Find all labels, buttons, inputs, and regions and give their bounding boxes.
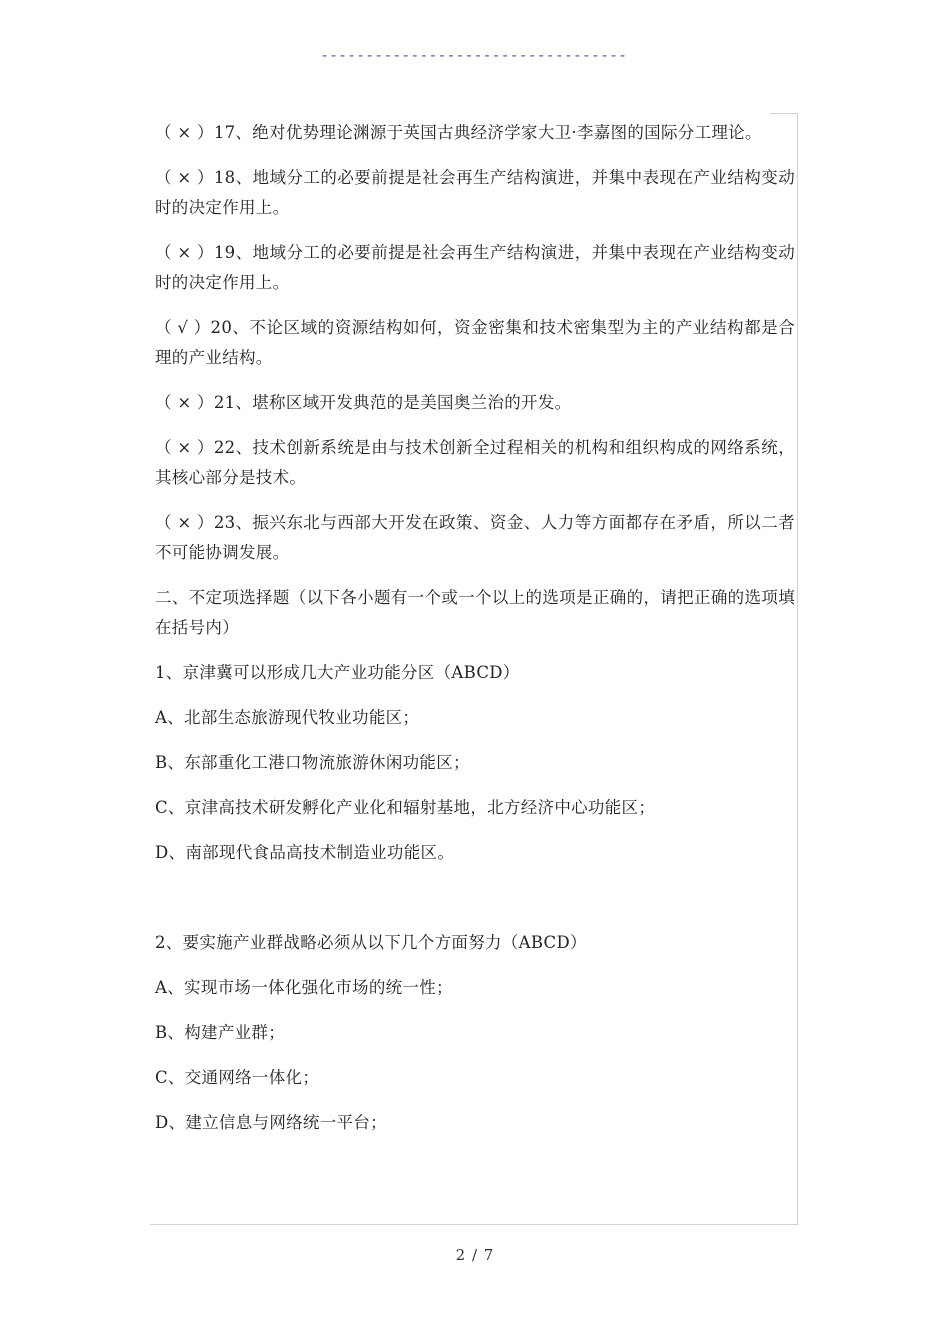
judgment-text: 22、技术创新系统是由与技术创新全过程相关的机构和组织构成的网络系统，其核心部分是技术。 [155, 438, 795, 487]
judgment-22 [155, 433, 795, 493]
judgment-text: 21、堪称区域开发典范的是美国奥兰治的开发。 [213, 393, 572, 412]
question-2-option-c: C、交通网络一体化； [155, 1068, 320, 1087]
page-number: 2 / 7 [455, 1246, 495, 1264]
question-1: 1、京津冀可以形成几大产业功能分区（ABCD） [155, 663, 520, 682]
question-1-option-d: D、南部现代食品高技术制造业功能区。 [155, 843, 455, 862]
judgment-mark: （ × ） [155, 243, 214, 262]
judgment-17 [155, 118, 795, 148]
question-2-option-d: D、建立信息与网络统一平台； [155, 1113, 387, 1132]
section-2-heading: 二、不定项选择题（以下各小题有一个或一个以上的选项是正确的，请把正确的选项填在括号内） [155, 588, 795, 637]
judgment-mark: （ √ ） [155, 318, 211, 337]
question-2-option-b: B、构建产业群； [155, 1023, 286, 1042]
spacer [155, 883, 795, 928]
question-1-option-a: A、北部生态旅游现代牧业功能区； [155, 708, 420, 727]
question-1-option-c: C、京津高技术研发孵化产业化和辐射基地，北方经济中心功能区； [155, 798, 656, 817]
judgment-text: 20、不论区域的资源结构如何，资金密集和技术密集型为主的产业结构都是合理的产业结构。 [155, 318, 795, 367]
judgment-text: 19、地域分工的必要前提是社会再生产结构演进，并集中表现在产业结构变动时的决定作用上。 [155, 243, 795, 292]
judgment-text: 17、绝对优势理论渊源于英国古典经济学家大卫·李嘉图的国际分工理论。 [213, 123, 762, 142]
judgment-23 [155, 508, 795, 568]
header-dashed-rule: ---------------------------------- [320, 46, 628, 64]
judgment-18 [155, 163, 795, 223]
judgment-mark: （ × ） [155, 168, 214, 187]
document-body [155, 118, 795, 1153]
judgment-mark: （ × ） [155, 513, 214, 532]
question-2: 2、要实施产业群战略必须从以下几个方面努力（ABCD） [155, 933, 587, 952]
judgment-text: 18、地域分工的必要前提是社会再生产结构演进，并集中表现在产业结构变动时的决定作用上。 [155, 168, 795, 217]
judgment-20 [155, 313, 795, 373]
judgment-19 [155, 238, 795, 298]
judgment-mark: （ × ） [155, 393, 214, 412]
page-frame-top-edge [770, 113, 798, 114]
question-1-option-b: B、东部重化工港口物流旅游休闲功能区； [155, 753, 470, 772]
judgment-mark: （ × ） [155, 438, 214, 457]
judgment-text: 23、振兴东北与西部大开发在政策、资金、人力等方面都存在矛盾，所以二者不可能协调发展。 [155, 513, 795, 562]
judgment-mark: （ × ） [155, 123, 214, 142]
judgment-21 [155, 388, 795, 418]
question-2-option-a: A、实现市场一体化强化市场的统一性； [155, 978, 453, 997]
